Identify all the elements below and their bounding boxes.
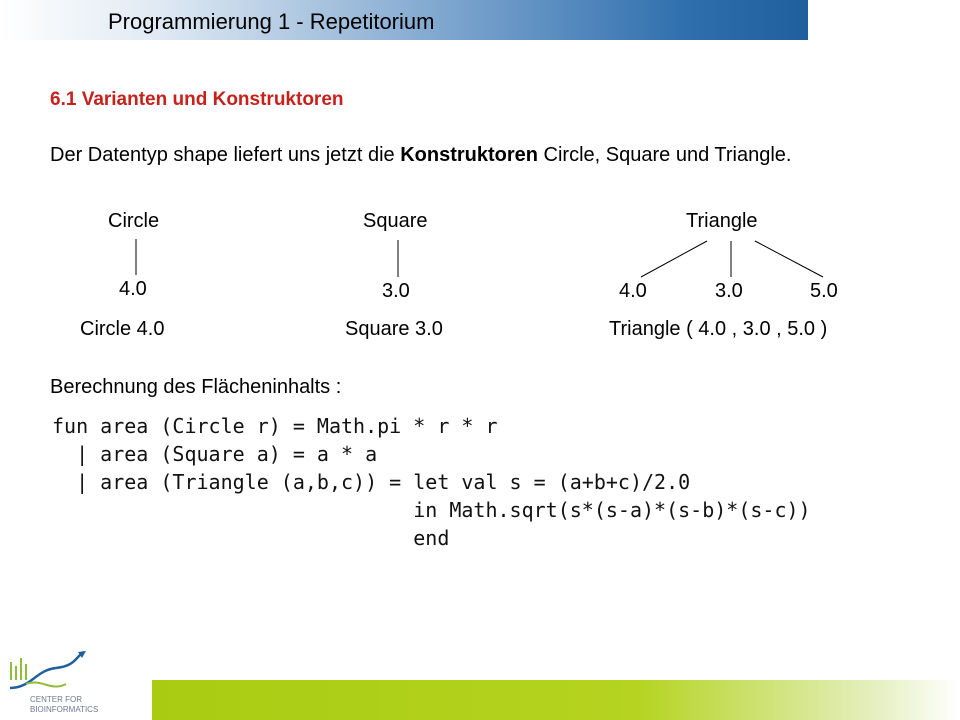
logo-text-line2: BIOINFORMATICS	[30, 705, 99, 714]
triangle-tree-edge-left	[641, 241, 707, 277]
triangle-tree-child-c: 5.0	[810, 280, 838, 302]
circle-expression: Circle 4.0	[80, 318, 165, 340]
code-line: in Math.sqrt(s*(s-a)*(s-b)*(s-c))	[52, 498, 811, 522]
triangle-tree-edge-right	[755, 241, 823, 277]
code-line: | area (Triangle (a,b,c)) = let val s = (a+b+c)/2.0	[52, 470, 691, 494]
bioinformatics-logo	[6, 648, 116, 718]
intro-text-before: Der Datentyp shape liefert uns jetzt die	[50, 144, 401, 166]
triangle-tree-child-b: 3.0	[715, 280, 743, 302]
area-heading: Berechnung des Flächeninhalts :	[50, 376, 342, 398]
square-tree-child: 3.0	[382, 280, 410, 302]
code-line: end	[52, 526, 450, 550]
slide-header-title: Programmierung 1 - Repetitorium	[108, 9, 435, 34]
triangle-tree-child-a: 4.0	[619, 280, 647, 302]
code-line: fun area (Circle r) = Math.pi * r * r	[52, 414, 498, 438]
triangle-expression: Triangle ( 4.0 , 3.0 , 5.0 )	[609, 318, 828, 340]
triangle-tree-root: Triangle	[686, 210, 758, 232]
area-code-block	[52, 412, 811, 552]
footer-bar	[152, 680, 960, 720]
section-title: 6.1 Varianten und Konstruktoren	[50, 89, 344, 110]
circle-tree-root: Circle	[108, 210, 160, 232]
code-line: | area (Square a) = a * a	[52, 442, 378, 466]
intro-text-after: Circle, Square und Triangle.	[537, 144, 792, 166]
square-tree-root: Square	[363, 210, 428, 232]
intro-bold-term: Konstruktoren	[400, 144, 538, 166]
circle-tree-child: 4.0	[119, 278, 147, 300]
logo-text-line1: CENTER FOR	[30, 695, 82, 704]
square-expression: Square 3.0	[345, 318, 443, 340]
